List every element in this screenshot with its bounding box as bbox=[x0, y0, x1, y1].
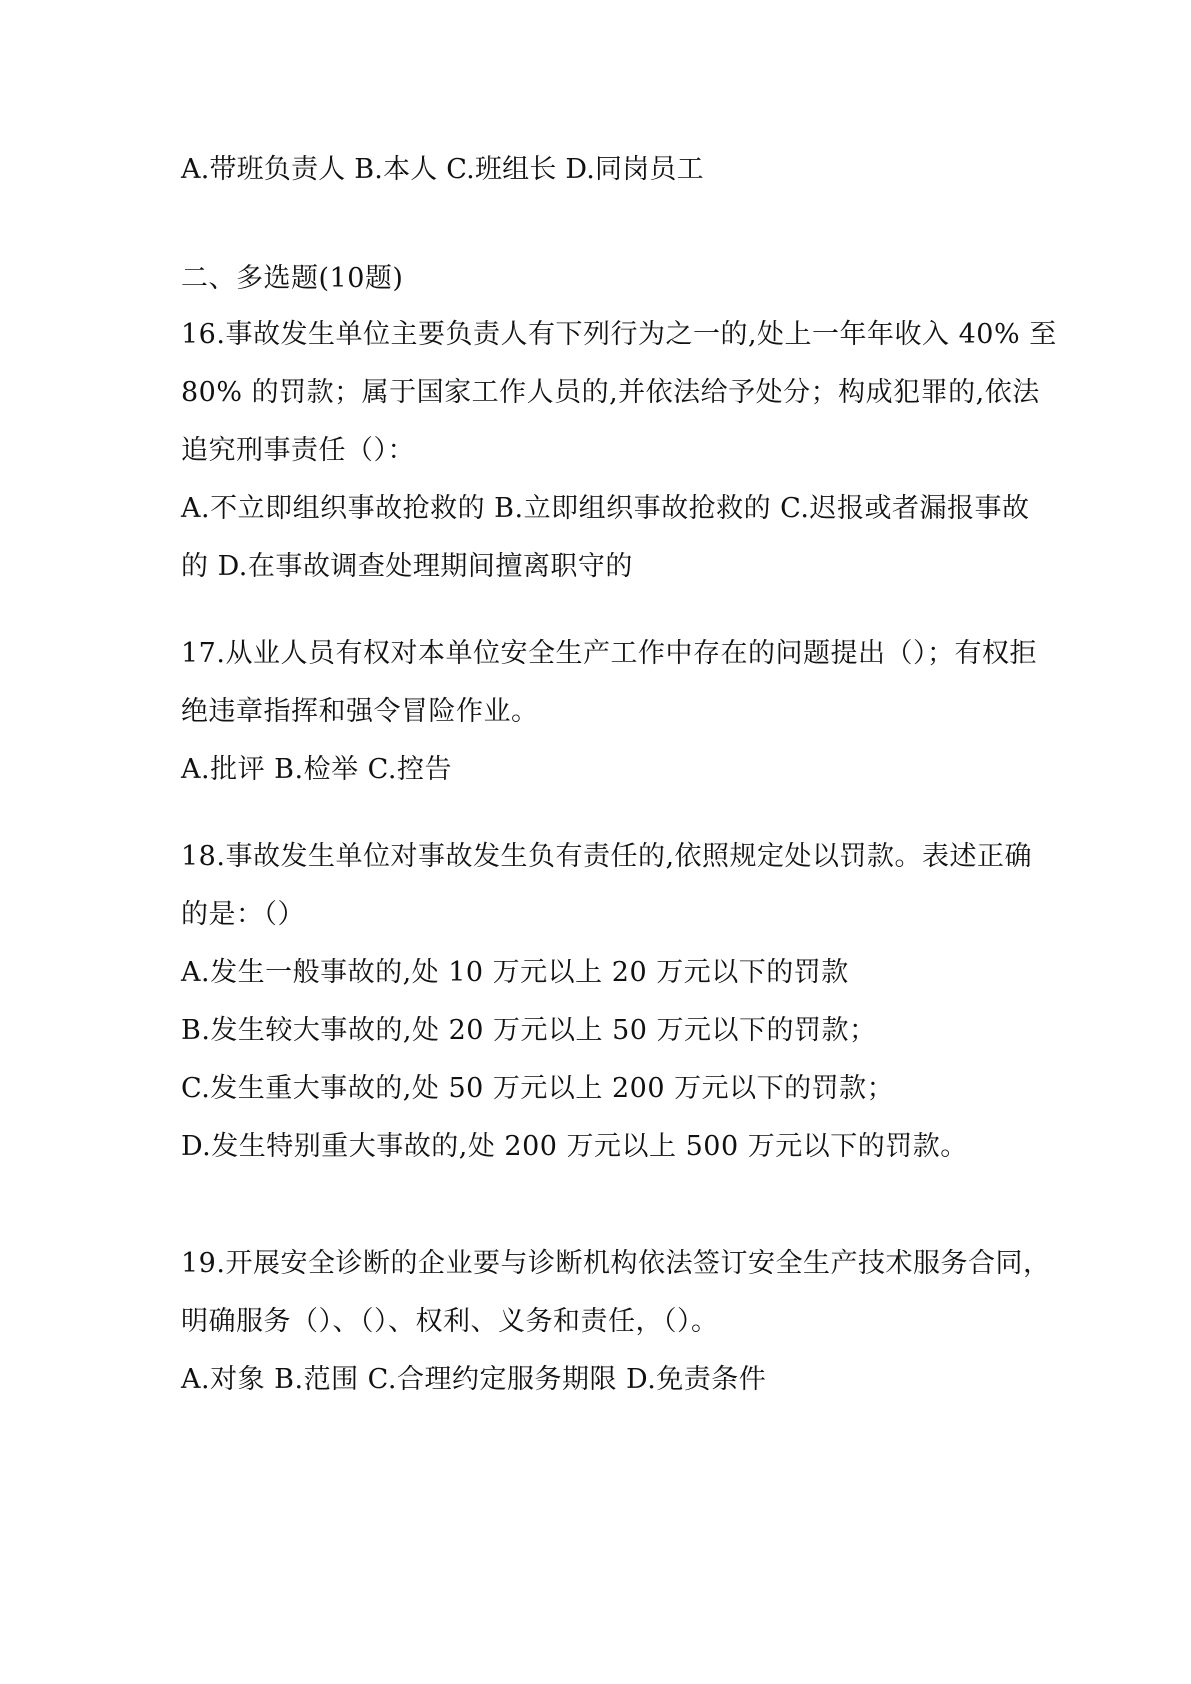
question-18-line-2: 的是：（） bbox=[181, 899, 305, 930]
question-17-options: A.批评 B.检举 C.控告 bbox=[181, 754, 452, 785]
question-15-options: A.带班负责人 B.本人 C.班组长 D.同岗员工 bbox=[181, 154, 704, 185]
question-16-line-1: 16.事故发生单位主要负责人有下列行为之一的,处上一年年收入 40% 至 bbox=[181, 319, 1057, 350]
question-16-options-line-2: 的 D.在事故调查处理期间擅离职守的 bbox=[181, 551, 633, 582]
question-17-line-2: 绝违章指挥和强令冒险作业。 bbox=[181, 696, 539, 727]
question-16-line-3: 追究刑事责任（）： bbox=[181, 435, 415, 466]
question-18-option-b: B.发生较大事故的,处 20 万元以上 50 万元以下的罚款； bbox=[181, 1015, 877, 1046]
question-19-options: A.对象 B.范围 C.合理约定服务期限 D.免责条件 bbox=[181, 1364, 767, 1395]
question-18-option-d: D.发生特别重大事故的,处 200 万元以上 500 万元以下的罚款。 bbox=[181, 1131, 968, 1162]
question-16-options-line-1: A.不立即组织事故抢救的 B.立即组织事故抢救的 C.迟报或者漏报事故 bbox=[181, 493, 1030, 524]
question-18-option-c: C.发生重大事故的,处 50 万元以上 200 万元以下的罚款； bbox=[181, 1073, 895, 1104]
question-16-line-2: 80% 的罚款；属于国家工作人员的,并依法给予处分；构成犯罪的,依法 bbox=[181, 377, 1040, 408]
question-17-line-1: 17.从业人员有权对本单位安全生产工作中存在的问题提出（）；有权拒 bbox=[181, 638, 1037, 669]
question-19-line-1: 19.开展安全诊断的企业要与诊断机构依法签订安全生产技术服务合同， bbox=[181, 1248, 1051, 1279]
question-18-line-1: 18.事故发生单位对事故发生负有责任的,依照规定处以罚款。表述正确 bbox=[181, 841, 1033, 872]
question-19-line-2: 明确服务（）、（）、权利、义务和责任，（）。 bbox=[181, 1306, 719, 1337]
section-heading: 二、多选题(10题) bbox=[181, 263, 404, 294]
question-18-option-a: A.发生一般事故的,处 10 万元以上 20 万元以下的罚款 bbox=[181, 957, 849, 988]
